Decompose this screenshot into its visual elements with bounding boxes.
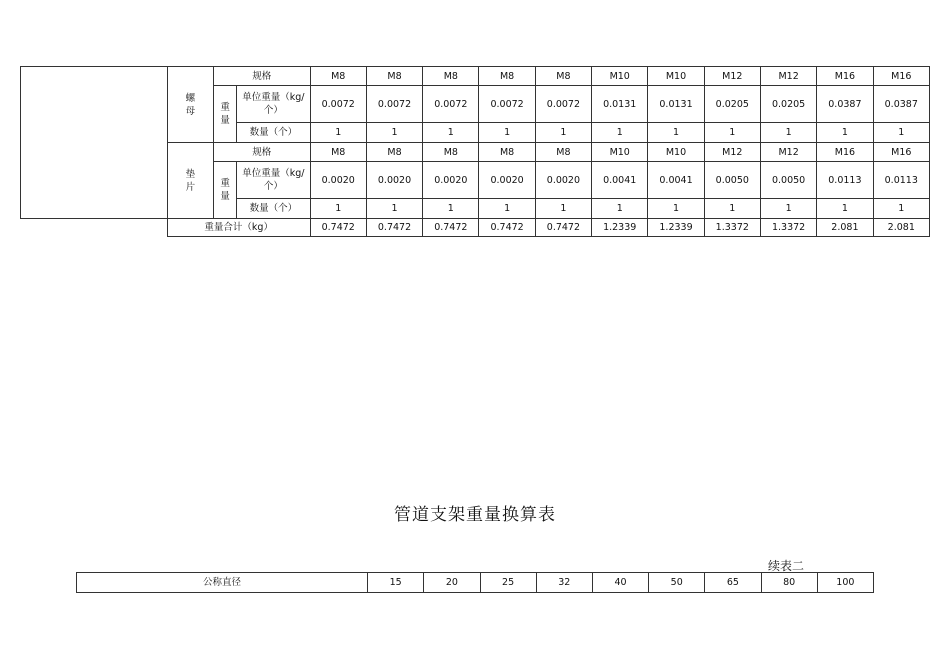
- unit-weight-cell: 0.0072: [479, 86, 535, 123]
- diameter-cell: 15: [368, 573, 424, 593]
- unit-weight-cell: 0.0113: [873, 162, 929, 199]
- qty-cell: 1: [648, 199, 704, 219]
- unit-weight-cell: 0.0020: [366, 162, 422, 199]
- unit-weight-cell: 0.0072: [310, 86, 366, 123]
- spacer-cell: [21, 219, 168, 237]
- qty-cell: 1: [704, 123, 760, 143]
- spec-cell: M16: [817, 143, 873, 162]
- unit-weight-line: 个）: [263, 181, 283, 192]
- spec-label: 规格: [214, 143, 311, 162]
- total-cell: 1.3372: [760, 219, 816, 237]
- qty-cell: 1: [817, 123, 873, 143]
- qty-cell: 1: [479, 199, 535, 219]
- category-char: 螺: [185, 92, 196, 104]
- spec-cell: M8: [479, 67, 535, 86]
- unit-weight-cell: 0.0131: [592, 86, 648, 123]
- diameter-cell: 40: [592, 573, 648, 593]
- spec-cell: M8: [310, 67, 366, 86]
- unit-weight-cell: 0.0072: [535, 86, 591, 123]
- diameter-cell: 25: [480, 573, 536, 593]
- washer-category-label: [167, 143, 213, 219]
- spec-cell: M10: [648, 67, 704, 86]
- total-cell: 0.7472: [423, 219, 479, 237]
- table-row: [21, 219, 930, 237]
- blank-cell: [21, 67, 168, 219]
- qty-label: 数量（个）: [237, 199, 310, 219]
- qty-cell: 1: [704, 199, 760, 219]
- spec-cell: M10: [648, 143, 704, 162]
- qty-cell: 1: [648, 123, 704, 143]
- diameter-cell: 20: [424, 573, 480, 593]
- unit-weight-line: 个）: [263, 105, 283, 116]
- qty-cell: 1: [873, 123, 929, 143]
- category-char: 母: [185, 105, 196, 117]
- unit-weight-label: [237, 86, 310, 123]
- unit-weight-cell: 0.0387: [873, 86, 929, 123]
- unit-weight-label: [237, 162, 310, 199]
- total-cell: 2.081: [873, 219, 929, 237]
- qty-cell: 1: [310, 123, 366, 143]
- diameter-cell: 65: [705, 573, 761, 593]
- qty-cell: 1: [817, 199, 873, 219]
- unit-weight-cell: 0.0020: [310, 162, 366, 199]
- weight-label: [214, 162, 237, 219]
- spec-cell: M8: [366, 67, 422, 86]
- total-cell: 1.3372: [704, 219, 760, 237]
- total-cell: 0.7472: [479, 219, 535, 237]
- qty-cell: 1: [366, 123, 422, 143]
- qty-cell: 1: [760, 199, 816, 219]
- unit-weight-line: 单位重量（kg/: [242, 92, 305, 103]
- weight-char: 量: [220, 115, 230, 126]
- spec-cell: M8: [535, 143, 591, 162]
- weight-char: 重: [220, 178, 230, 189]
- diameter-cell: 50: [649, 573, 705, 593]
- table-row: [21, 67, 930, 86]
- unit-weight-cell: 0.0041: [648, 162, 704, 199]
- nominal-diameter-table: [76, 572, 874, 593]
- unit-weight-cell: 0.0020: [535, 162, 591, 199]
- spec-cell: M8: [423, 67, 479, 86]
- qty-cell: 1: [592, 123, 648, 143]
- total-cell: 0.7472: [310, 219, 366, 237]
- spec-cell: M8: [535, 67, 591, 86]
- unit-weight-cell: 0.0387: [817, 86, 873, 123]
- diameter-cell: 80: [761, 573, 817, 593]
- spec-cell: M16: [873, 67, 929, 86]
- unit-weight-line: 单位重量（kg/: [242, 168, 305, 179]
- qty-cell: 1: [535, 199, 591, 219]
- nut-category-label: [167, 67, 213, 143]
- total-cell: 1.2339: [592, 219, 648, 237]
- qty-cell: 1: [760, 123, 816, 143]
- unit-weight-cell: 0.0131: [648, 86, 704, 123]
- total-cell: 0.7472: [535, 219, 591, 237]
- spec-cell: M12: [760, 67, 816, 86]
- diameter-cell: 100: [817, 573, 873, 593]
- total-cell: 0.7472: [366, 219, 422, 237]
- qty-cell: 1: [535, 123, 591, 143]
- spec-cell: M8: [423, 143, 479, 162]
- unit-weight-cell: 0.0205: [760, 86, 816, 123]
- continuation-label: 续表二: [768, 559, 805, 573]
- spec-cell: M16: [873, 143, 929, 162]
- unit-weight-cell: 0.0113: [817, 162, 873, 199]
- unit-weight-cell: 0.0041: [592, 162, 648, 199]
- qty-cell: 1: [479, 123, 535, 143]
- weight-char: 量: [220, 191, 230, 202]
- spec-cell: M12: [760, 143, 816, 162]
- category-char: 垫: [185, 168, 196, 180]
- qty-cell: 1: [592, 199, 648, 219]
- qty-cell: 1: [366, 199, 422, 219]
- unit-weight-cell: 0.0020: [479, 162, 535, 199]
- total-cell: 1.2339: [648, 219, 704, 237]
- unit-weight-cell: 0.0050: [704, 162, 760, 199]
- qty-cell: 1: [423, 199, 479, 219]
- spec-cell: M10: [592, 67, 648, 86]
- page-title: 管道支架重量换算表: [394, 505, 556, 525]
- category-char: 片: [185, 181, 196, 193]
- spec-cell: M16: [817, 67, 873, 86]
- spec-cell: M8: [479, 143, 535, 162]
- spec-cell: M10: [592, 143, 648, 162]
- qty-cell: 1: [423, 123, 479, 143]
- spec-cell: M12: [704, 67, 760, 86]
- qty-label: 数量（个）: [237, 123, 310, 143]
- unit-weight-cell: 0.0205: [704, 86, 760, 123]
- qty-cell: 1: [873, 199, 929, 219]
- weight-table: [20, 66, 930, 237]
- unit-weight-cell: 0.0050: [760, 162, 816, 199]
- nominal-diameter-label: 公称直径: [77, 573, 368, 593]
- spec-label: 规格: [214, 67, 311, 86]
- spec-cell: M12: [704, 143, 760, 162]
- spec-cell: M8: [366, 143, 422, 162]
- qty-cell: 1: [310, 199, 366, 219]
- total-label: 重量合计（kg）: [167, 219, 310, 237]
- weight-label: [214, 86, 237, 143]
- table-row: [77, 573, 874, 593]
- spec-cell: M8: [310, 143, 366, 162]
- weight-char: 重: [220, 102, 230, 113]
- diameter-cell: 32: [536, 573, 592, 593]
- unit-weight-cell: 0.0072: [423, 86, 479, 123]
- total-cell: 2.081: [817, 219, 873, 237]
- unit-weight-cell: 0.0020: [423, 162, 479, 199]
- unit-weight-cell: 0.0072: [366, 86, 422, 123]
